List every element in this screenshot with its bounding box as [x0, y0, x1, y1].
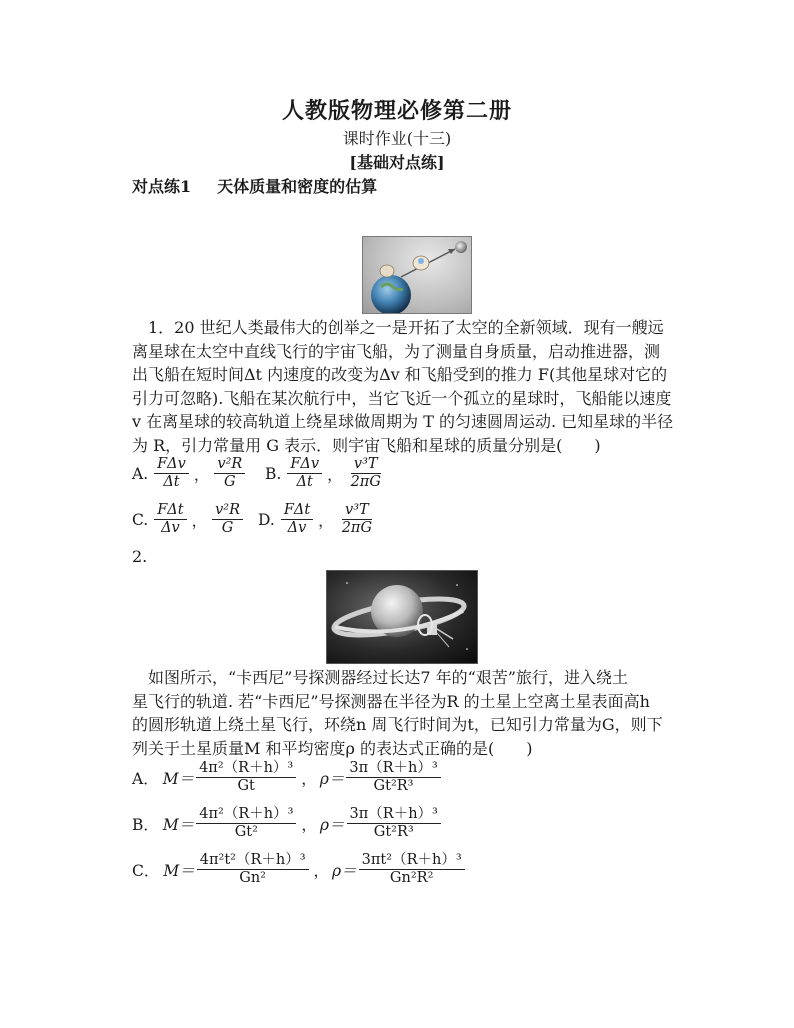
option-label: C．: [132, 861, 160, 880]
numerator: 3πt²（R＋h）³: [359, 852, 465, 870]
option-label: C.: [132, 510, 149, 529]
numerator: 4π²（R＋h）³: [196, 760, 296, 778]
q2-line: 如图所示，“卡西尼”号探测器经过长达7 年的“艰苦”旅行，进入绕土: [148, 668, 628, 687]
comma: ，: [301, 769, 317, 788]
section-heading-basic: [基础对点练]: [349, 153, 445, 172]
density-symbol: ρ＝: [319, 769, 345, 788]
denominator: 2πG: [341, 520, 373, 536]
q1-line: v 在离星球的较高轨道上绕星球做周期为 T 的匀速圆周运动. 已知星球的半径: [132, 412, 674, 431]
saturn-cassini-illustration: [326, 570, 478, 664]
denominator: G: [224, 474, 236, 490]
numerator: FΔt: [154, 502, 186, 520]
mass-symbol: M＝: [162, 769, 195, 788]
q1-option-b[interactable]: [265, 456, 386, 491]
numerator: FΔv: [287, 456, 322, 474]
denominator: Δv: [287, 520, 307, 536]
q2-option-b[interactable]: [132, 806, 443, 841]
question-1-text: [132, 316, 702, 457]
fraction: [196, 760, 296, 795]
fraction: [348, 456, 384, 491]
fraction: [214, 456, 245, 491]
option-label: B.: [265, 464, 282, 483]
q2-line: 星飞行的轨道. 若“卡西尼”号探测器在半径为R 的土星上空离土星表面高h: [132, 691, 650, 711]
option-label: D.: [258, 510, 275, 529]
numerator: 4π²t²（R＋h）³: [197, 852, 309, 870]
comma: ，: [327, 465, 343, 484]
numerator: 3π（R＋h）³: [347, 806, 441, 824]
fraction: [346, 760, 440, 795]
spaceship-earth-illustration: [362, 236, 472, 314]
numerator: 4π²（R＋h）³: [196, 806, 296, 824]
numerator: v²R: [212, 502, 243, 520]
numerator: v³T: [342, 502, 372, 520]
option-label: A.: [132, 464, 149, 483]
q2-line: 的圆形轨道上绕土星飞行，环绕n 周飞行时间为t，已知引力常量为G，则下: [132, 715, 663, 734]
numerator: FΔv: [154, 456, 189, 474]
q1-option-c[interactable]: [132, 502, 245, 537]
denominator: Δt: [296, 474, 313, 490]
comma: ，: [313, 861, 330, 880]
fraction: [197, 852, 309, 887]
numerator: v²R: [214, 456, 245, 474]
comma: ，: [318, 511, 334, 530]
comma: ，: [193, 465, 210, 484]
question-2-number: 2.: [132, 547, 148, 566]
q1-option-d[interactable]: [258, 502, 377, 537]
q2-option-a[interactable]: [132, 760, 443, 795]
q2-line: 列关于土星质量M 和平均密度ρ 的表达式正确的是( ): [132, 738, 533, 758]
q1-line: 引力可忽略).飞船在某次航行中，当它飞近一个孤立的星球时，飞船能以速度: [132, 388, 672, 408]
q1-line: 离星球在太空中直线飞行的宇宙飞船，为了测量自身质量，启动推进器，测: [132, 341, 661, 361]
option-label: B．: [132, 815, 159, 834]
fraction: [359, 852, 465, 887]
q1-option-a[interactable]: [132, 456, 247, 491]
numerator: 3π（R＋h）³: [346, 760, 440, 778]
denominator: Δv: [161, 520, 180, 536]
denominator: Gn²: [239, 870, 266, 886]
page-title: 人教版物理必修第二册: [281, 98, 512, 124]
denominator: G: [221, 520, 234, 536]
denominator: Gt²R³: [373, 824, 414, 840]
density-symbol: ρ＝: [319, 815, 345, 834]
numerator: v³T: [351, 456, 381, 474]
fraction: [154, 502, 186, 537]
q2-option-c[interactable]: [132, 852, 467, 887]
q1-line: 为 R，引力常量用 G 表示．则宇宙飞船和星球的质量分别是( ): [132, 435, 601, 455]
denominator: 2πG: [350, 474, 381, 490]
q1-line: 出飞船在短时间Δt 内速度的改变为Δv 和飞船受到的推力 F(其他星球对它的: [132, 365, 668, 384]
density-symbol: ρ＝: [332, 861, 357, 880]
fraction: [212, 502, 243, 537]
topic-title: 天体质量和密度的估算: [217, 177, 378, 196]
fraction: [347, 806, 441, 841]
comma: ，: [191, 511, 208, 530]
denominator: Gt: [237, 778, 255, 794]
denominator: Gt²: [234, 824, 258, 840]
option-label: A．: [132, 769, 159, 788]
numerator: FΔt: [281, 502, 313, 520]
denominator: Δt: [163, 474, 180, 490]
fraction: [154, 456, 189, 491]
topic-label: 对点练1: [132, 177, 192, 196]
saturn-cassini-drawing: [327, 571, 477, 663]
assignment-subtitle: 课时作业(十三): [342, 129, 452, 148]
topic-heading: [132, 174, 377, 197]
comma: ，: [301, 815, 317, 834]
denominator: Gt²R³: [373, 778, 414, 794]
spaceship-earth-drawing: [363, 237, 471, 313]
denominator: Gn²R²: [389, 870, 434, 886]
fraction: [287, 456, 322, 491]
q1-line: 1．20 世纪人类最伟大的创举之一是开拓了太空的全新领域．现有一艘远: [148, 318, 664, 337]
fraction: [281, 502, 313, 537]
mass-symbol: M＝: [163, 861, 195, 880]
mass-symbol: M＝: [162, 815, 195, 834]
fraction: [196, 806, 296, 841]
fraction: [339, 502, 375, 537]
question-2-text: [132, 666, 702, 760]
